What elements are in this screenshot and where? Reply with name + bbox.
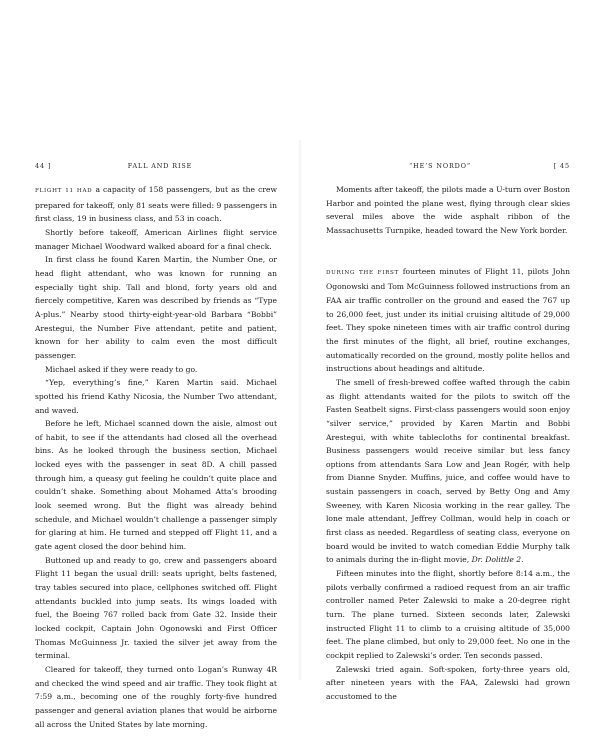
left-running-head: FALL AND RISE: [127, 162, 193, 170]
paragraph: Before he left, Michael scanned down the aisle, almost out of habit, to see if the attendants had closed all the overhead bins. As he looked through the business section, Michael locked eyes with the passenger in seat 8D. A chill passed through him, a queasy gut feeling he couldn’t quite place and couldn’t shake. Something about Mohamed Atta’s brooding look seemed wrong. But the flight was already behind schedule, and Michael wouldn’t challenge a passenger simply for glaring at him. He turned and stepped off Flight 11, and a gate agent closed the door behind him.: [35, 419, 277, 552]
paragraph: Shortly before takeoff, American Airlines flight service manager Michael Woodward walked aboard for a final check.: [35, 227, 277, 251]
right-body-text: [326, 183, 570, 704]
paragraph: FLIGHT 11 HAD a capacity of 158 passengers, but as the crew prepared for takeoff, only 81 seats were filled: 9 passengers in first class, 19 in business class, and 53 in coach.: [35, 185, 277, 224]
paragraph: Fifteen minutes into the flight, shortly before 8:14 a.m., the pilots verbally confirmed a radioed request from an air traffic controller named Peter Zalewski to make a 20-degree right turn. The plane turned. Sixteen seconds later, Zalewski instructed Flight 11 to climb to a cruising altitude of 35,000 feet. The plane climbed, but only to 29,000 feet. No one in the cockpit replied to Zalewski’s order. Ten seconds passed.: [326, 569, 570, 660]
left-header: [0, 162, 300, 172]
right-page: [300, 0, 600, 750]
section-opening-caps: DURING THE FIRST: [326, 269, 399, 276]
paragraph: Zalewski tried again. Soft-spoken, forty-three years old, after nineteen years with the FAA, Zalewski had grown accustomed to the: [326, 664, 570, 701]
paragraph: Michael asked if they were ready to go.: [45, 364, 198, 374]
left-page-number: 44 ]: [35, 162, 52, 170]
paragraph: Cleared for takeoff, they turned onto Logan’s Runway 4R and checked the wind speed and air traffic. They took flight at 7:59 a.m., becoming one of the roughly forty-five hundred passenger and general aviation planes that would be airborne all across the United States by late morning.: [35, 664, 277, 729]
paragraph: DURING THE FIRST fourteen minutes of Flight 11, pilots John Ogonowski and Tom McGuinness followed instructions from an FAA air traffic controller on the ground and eased the 767 up to 26,000 feet, just under its initial cruising altitude of 29,000 feet. They spoke nineteen times with air traffic control during the first minutes of the flight, all brief, routine exchanges, automatically recorded on the ground, mostly polite hellos and instructions about headings and altitude.: [326, 266, 570, 374]
paragraph: The smell of fresh-brewed coffee wafted through the cabin as flight attendants waited for the pilots to switch off the Fasten Seatbelt signs. First-class passengers would soon enjoy “silver service,” provided by Karen Martin and Bobbi Arestegui, with white tablecloths for continental breakfast. Business passengers would receive similar but less fancy options from attendants Sara Low and Jean Rogér, with help from Dianne Snyder. Muffins, juice, and coffee would have to sustain passengers in coach, served by Betty Ong and Amy Sweeney, with Karen Nicosia working in the rear galley. The lone male attendant, Jeffrey Collman, would help in coach or first class as needed. Regardless of seating class, everyone on board would be invited to watch comedian Eddie Murphy talk to animals during the in-flight movie, Dr. Dolittle 2.: [326, 377, 570, 565]
paragraph: In first class he found Karen Martin, the Number One, or head flight attendant, who was known for running an especially tight ship. Tall and blond, forty years old and fiercely competitive, Karen was described by friends as “Type A-plus.” Nearby stood thirty-eight-year-old Barbara “Bobbi” Arestegui, the Number Five attendant, petite and patient, known for her ability to calm even the most difficult passenger.: [35, 255, 277, 360]
paragraph: Buttoned up and ready to go, crew and passengers aboard Flight 11 began the usual drill: seats upright, belts fastened, tray tables secured into place, cellphones switched off. Flight attendants buckled into jump seats. Its wings loaded with fuel, the Boeing 767 rolled back from Gate 32. Inside their locked cockpit, Captain John Ogonowski and First Officer Thomas McGuinness Jr. taxied the silver jet away from the terminal.: [35, 555, 277, 661]
right-header: [300, 162, 600, 172]
paragraph: “Yep, everything’s fine,” Karen Martin said. Michael spotted his friend Kathy Nicosia, the Number Two attendant, and waved.: [35, 378, 277, 415]
right-running-head: “HE’S NORDO”: [408, 162, 472, 170]
right-page-number: [ 45: [553, 162, 570, 170]
opening-caps: FLIGHT 11 HAD: [35, 188, 93, 194]
left-body-text: [35, 183, 277, 731]
paragraph: Moments after takeoff, the pilots made a U-turn over Boston Harbor and pointed the plane west, flying through clear skies several miles above the wide asphalt ribbon of the Massachusetts Turnpike, headed toward the New York border.: [326, 185, 570, 235]
movie-title: Dr. Dolittle 2: [471, 555, 522, 565]
